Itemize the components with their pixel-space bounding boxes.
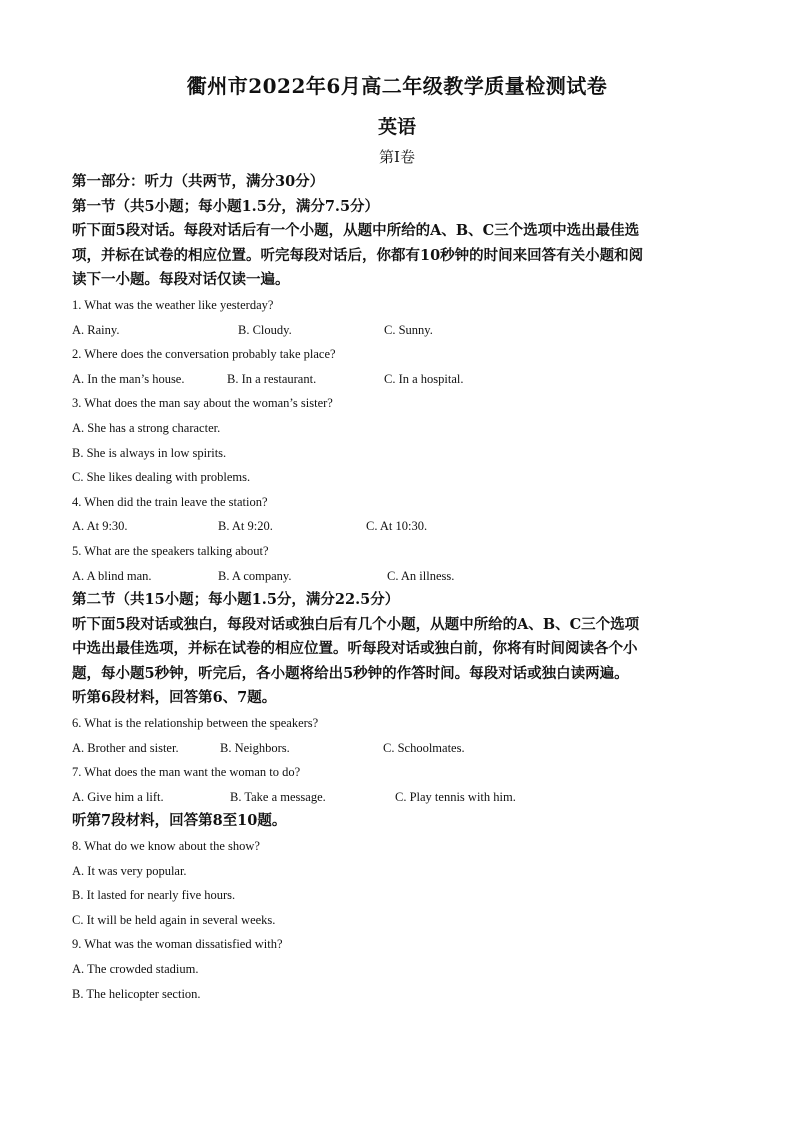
question-3-option-a: A. She has a strong character. — [72, 420, 221, 435]
subject-heading: 英语 — [377, 116, 416, 138]
option-a: A. A blind man. — [72, 568, 152, 583]
option-b: B. In a restaurant. — [227, 371, 317, 386]
section2-heading: 第二节（共15小题；每小题1.5分，满分22.5分） — [72, 591, 400, 609]
question-8-option-c: C. It will be held again in several weeks. — [72, 912, 276, 927]
question-1-options — [72, 318, 722, 343]
question-4-stem: 4. When did the train leave the station? — [72, 494, 268, 509]
question-9-stem: 9. What was the woman dissatisfied with? — [72, 937, 283, 952]
option-c: C. At 10:30. — [366, 519, 428, 534]
question-1-stem: 1. What was the weather like yesterday? — [72, 297, 274, 312]
question-6-options — [72, 736, 722, 761]
material-6-heading: 听第6段材料，回答第6、7题。 — [72, 689, 277, 707]
question-8-stem: 8. What do we know about the show? — [72, 839, 260, 854]
question-8-option-a: A. It was very popular. — [72, 863, 187, 878]
option-a: A. Brother and sister. — [72, 740, 179, 755]
option-b: B. At 9:20. — [218, 519, 273, 534]
option-a: A. At 9:30. — [72, 519, 128, 534]
question-8-option-b: B. It lasted for nearly five hours. — [72, 888, 236, 903]
question-6-stem: 6. What is the relationship between the speakers? — [72, 716, 319, 731]
part1-heading: 第一部分：听力（共两节，满分30分） — [72, 173, 325, 190]
option-a: A. In the man’s house. — [72, 371, 185, 386]
question-3-option-b: B. She is always in low spirits. — [72, 445, 227, 460]
question-5-stem: 5. What are the speakers talking about? — [72, 543, 269, 558]
exam-title: 衢州市2022年6月高二年级教学质量检测试卷 — [186, 74, 608, 98]
question-4-options — [72, 514, 722, 539]
option-c: C. In a hospital. — [384, 371, 464, 386]
question-2-options — [72, 367, 722, 392]
question-9-option-a: A. The crowded stadium. — [72, 962, 199, 976]
question-3-option-c: C. She likes dealing with problems. — [72, 470, 251, 485]
volume-heading: 第Ⅰ卷 — [379, 148, 415, 166]
option-c: C. Schoolmates. — [383, 740, 465, 755]
option-c: C. An illness. — [387, 568, 455, 583]
option-c: C. Play tennis with him. — [395, 789, 516, 804]
question-7-stem: 7. What does the man want the woman to do? — [72, 765, 301, 780]
option-b: B. Neighbors. — [220, 740, 290, 755]
option-b: B. Take a message. — [230, 789, 326, 804]
section1-instructions-line3: 读下一小题。每段对话仅读一遍。 — [72, 271, 290, 289]
option-a: A. Rainy. — [72, 322, 120, 337]
question-5-options — [72, 564, 722, 589]
question-9-option-b: B. The helicopter section. — [72, 986, 201, 1001]
section1-instructions-line1: 听下面5段对话。每段对话后有一个小题，从题中所给的A、B、C三个选项中选出最佳选 — [72, 222, 640, 240]
section2-instructions-line1: 听下面5段对话或独白，每段对话或独白后有几个小题，从题中所给的A、B、C三个选项 — [72, 615, 640, 633]
section1-instructions-line2: 项，并标在试卷的相应位置。听完每段对话后，你都有10秒钟的时间来回答有关小题和阅 — [72, 246, 644, 264]
option-b: B. Cloudy. — [238, 322, 292, 337]
section1-heading: 第一节（共5小题；每小题1.5分，满分7.5分） — [72, 197, 380, 215]
section2-instructions-line2: 中选出最佳选项，并标在试卷的相应位置。听每段对话或独白前，你将有时间阅读各个小 — [72, 640, 638, 658]
question-2-stem: 2. Where does the conversation probably take place? — [72, 347, 336, 362]
option-a: A. Give him a lift. — [72, 789, 164, 804]
exam-content — [72, 170, 722, 1006]
material-7-heading: 听第7段材料，回答第8至10题。 — [72, 812, 287, 830]
option-b: B. A company. — [218, 568, 292, 583]
option-c: C. Sunny. — [384, 322, 433, 337]
section2-instructions-line3: 题，每小题5秒钟，听完后，各小题将给出5秒钟的作答时间。每段对话或独白读两遍。 — [72, 664, 629, 682]
question-3-stem: 3. What does the man say about the woman’s sister? — [72, 396, 333, 411]
question-7-options — [72, 785, 722, 810]
